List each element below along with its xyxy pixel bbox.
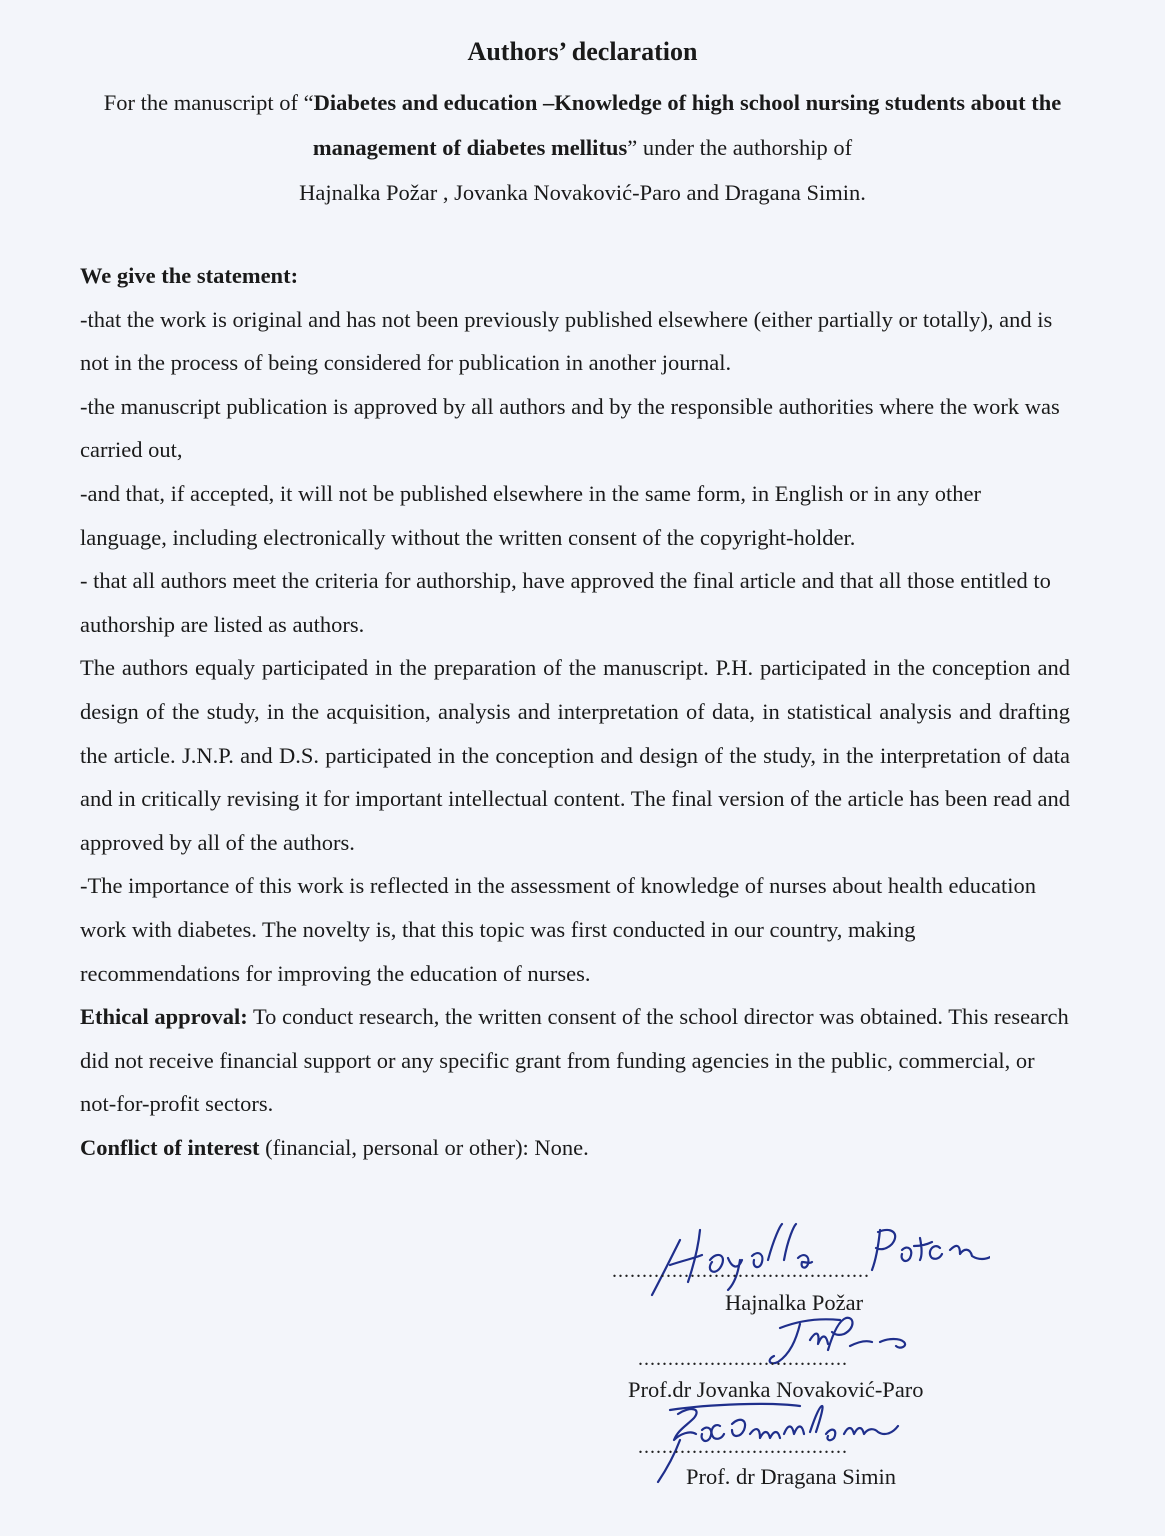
signatory-name: Hajnalka Požar <box>725 1290 864 1315</box>
intro-prefix: For the manuscript of “ <box>103 90 314 115</box>
importance-paragraph: -The importance of this work is reflected in the assessment of knowledge of nurses about health education work with diabetes. The novelty is, that this topic was first conducted in our country, making recommendations for improving the education of nurses. <box>80 873 1036 986</box>
conflict-of-interest-label: Conflict of interest <box>80 1134 260 1160</box>
statement-heading: We give the statement: <box>80 263 299 288</box>
signature-line: ................................... <box>638 1436 848 1458</box>
statement-item: -the manuscript publication is approved by all authors and by the responsible authorities where the work was carried out, <box>80 393 1060 463</box>
signatory-name: Prof.dr Jovanka Novaković-Paro <box>628 1377 924 1402</box>
ethical-approval-text: To conduct research, the written consent of the school director was obtained. This research did not receive financial support or any specific grant from funding agencies in the public, commercial, or not-for-profit sectors. <box>80 1004 1069 1117</box>
signatory-name: Prof. dr Dragana Simin <box>686 1464 896 1489</box>
conflict-of-interest-paragraph <box>80 1126 1070 1170</box>
ethical-approval-label: Ethical approval: <box>80 1004 248 1030</box>
contribution-paragraph: The authors equaly participated in the preparation of the manuscript. P.H. participated in the conception and design of the study, in the acquisition, analysis and interpretation of data, in statistical analysis and drafting the article. J.N.P. and D.S. participated in the conception and design of the study, in the interpretation of data and in critically revising it for important intellectual content. The final version of the article has been read and approved by all of the authors. <box>80 655 1070 855</box>
ethical-approval-paragraph <box>80 995 1070 1126</box>
document-title: Authors’ declaration <box>467 37 698 66</box>
signature-line: ........................................... <box>612 1260 870 1282</box>
statement-body <box>80 254 1070 1169</box>
statement-item: -that the work is original and has not been previously published elsewhere (either partially or totally), and is not in the process of being considered for publication in another journal. <box>80 306 1053 376</box>
signature-line: ................................... <box>638 1348 848 1370</box>
intro-suffix: ” under the authorship of <box>627 135 853 160</box>
author-list: Hajnalka Požar , Jovanka Novaković-Paro and Dragana Simin. <box>299 180 866 205</box>
statement-item: - that all authors meet the criteria for authorship, have approved the final article and that all those entitled to authorship are listed as authors. <box>80 568 1051 637</box>
intro-paragraph <box>60 80 1105 215</box>
conflict-of-interest-text: (financial, personal or other): None. <box>259 1134 589 1160</box>
manuscript-title: Diabetes and education –Knowledge of high school nursing students about the management of diabetes mellitus <box>312 90 1062 160</box>
statement-item: -and that, if accepted, it will not be published elsewhere in the same form, in English or in any other language, including electronically without the written consent of the copyright-holder. <box>80 480 981 550</box>
